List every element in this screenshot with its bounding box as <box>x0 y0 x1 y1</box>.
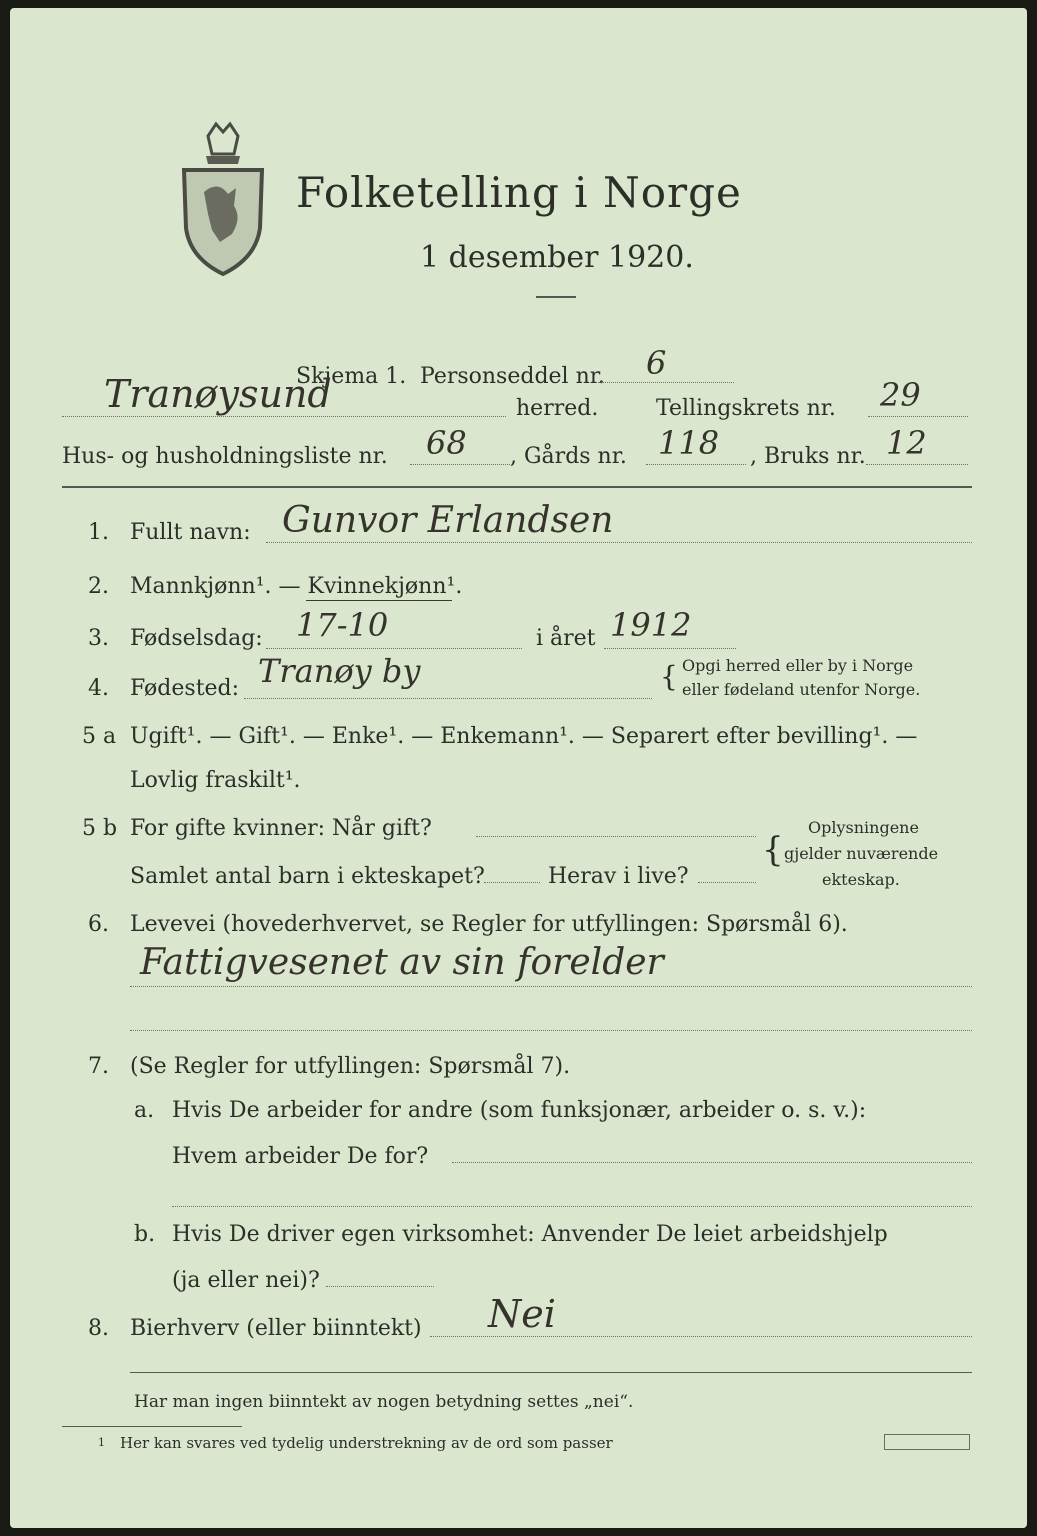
q7a-line-2 <box>172 1206 972 1207</box>
q3-year-line <box>604 648 736 649</box>
q1-label: Fullt navn: <box>130 520 251 545</box>
q5a-line2: Lovlig fraskilt¹. <box>130 768 301 793</box>
printer-stamp <box>884 1434 970 1450</box>
q5b-herav: Herav i live? <box>548 864 689 889</box>
personseddel-line <box>598 382 734 383</box>
q3-year-value: 1912 <box>610 606 692 644</box>
q6-label: Levevei (hovederhvervet, se Regler for utfyllingen: Spørsmål 6). <box>130 912 848 937</box>
q5b-note-2: gjelder nuværende <box>784 844 939 863</box>
title-divider <box>536 296 576 298</box>
q1-value: Gunvor Erlandsen <box>282 500 614 541</box>
q4-number: 4. <box>88 676 109 701</box>
footnote-divider <box>62 1426 242 1427</box>
gards-label: , Gårds nr. <box>510 444 627 469</box>
schema-label: Skjema 1. <box>296 364 407 389</box>
q2-number: 2. <box>88 574 109 599</box>
form-title: Folketelling i Norge <box>296 168 742 217</box>
personseddel-label: Personseddel nr. <box>420 364 605 389</box>
q5a-number: 5 a <box>82 724 117 749</box>
q1-number: 1. <box>88 520 109 545</box>
q5b-number: 5 b <box>82 816 118 841</box>
q8-line <box>430 1336 972 1337</box>
hus-label: Hus- og husholdningsliste nr. <box>62 444 388 469</box>
q6-line-1 <box>130 986 972 987</box>
q5b-line2: Samlet antal barn i ekteskapet? <box>130 864 485 889</box>
q4-note-1: Opgi herred eller by i Norge <box>682 656 914 675</box>
q7b-letter: b. <box>134 1222 156 1247</box>
gards-value: 118 <box>658 424 720 462</box>
q4-brace: { <box>660 660 678 693</box>
q3-number: 3. <box>88 626 109 651</box>
q4-line <box>244 698 652 699</box>
q3-value: 17-10 <box>296 606 389 644</box>
personseddel-value: 6 <box>646 344 667 382</box>
footer-divider <box>130 1372 972 1373</box>
q5b-note-1: Oplysningene <box>808 818 919 837</box>
hus-value: 68 <box>426 424 467 462</box>
q7a-line2: Hvem arbeider De for? <box>172 1144 429 1169</box>
hus-line <box>410 464 510 465</box>
bruks-value: 12 <box>886 424 927 462</box>
tellingskrets-value: 29 <box>880 376 921 414</box>
bruks-line <box>866 464 968 465</box>
q7a-line <box>452 1162 972 1163</box>
q2-underline <box>306 600 452 601</box>
q7b-line2: (ja eller nei)? <box>172 1268 320 1293</box>
q3-year-label: i året <box>536 626 596 651</box>
form-date: 1 desember 1920. <box>420 240 694 275</box>
q7-label: (Se Regler for utfyllingen: Spørsmål 7). <box>130 1054 571 1079</box>
q5b-married-line <box>476 836 756 837</box>
q7a-letter: a. <box>134 1098 155 1123</box>
tellingskrets-line <box>868 416 968 417</box>
q8-value: Nei <box>488 1292 556 1336</box>
q5b-line1: For gifte kvinner: Når gift? <box>130 816 432 841</box>
q5b-children-line <box>484 882 540 883</box>
coat-of-arms-icon <box>176 118 270 278</box>
gards-line <box>646 464 746 465</box>
q5a-line1: Ugift¹. — Gift¹. — Enke¹. — Enkemann¹. — Separert efter bevilling¹. — <box>130 724 918 749</box>
footer-note: Har man ingen biinntekt av nogen betydning settes „nei“. <box>134 1392 634 1412</box>
q8-number: 8. <box>88 1316 109 1341</box>
q5b-alive-line <box>698 882 756 883</box>
q1-line <box>266 542 972 543</box>
q2-label: Mannkjønn¹. — Kvinnekjønn¹. <box>130 574 463 599</box>
herred-value: Tranøysund <box>104 372 332 416</box>
q5b-note-3: ekteskap. <box>822 870 900 889</box>
q6-number: 6. <box>88 912 109 937</box>
q6-line-2 <box>130 1030 972 1031</box>
header-divider <box>62 486 972 488</box>
q3-line <box>266 648 522 649</box>
footnote-text: Her kan svares ved tydelig understrekning av de ord som passer <box>120 1434 613 1452</box>
q4-value: Tranøy by <box>258 652 421 690</box>
q5b-brace: { <box>762 830 784 870</box>
q7a-line1: Hvis De arbeider for andre (som funksjonær, arbeider o. s. v.): <box>172 1098 867 1123</box>
q7-number: 7. <box>88 1054 109 1079</box>
q3-label: Fødselsdag: <box>130 626 263 651</box>
herred-line <box>62 416 506 417</box>
bruks-label: , Bruks nr. <box>750 444 866 469</box>
q4-note-2: eller fødeland utenfor Norge. <box>682 680 921 699</box>
tellingskrets-label: Tellingskrets nr. <box>656 396 836 421</box>
q4-label: Fødested: <box>130 676 240 701</box>
q6-value: Fattigvesenet av sin forelder <box>140 942 664 983</box>
q7b-line <box>326 1286 434 1287</box>
q8-label: Bierhverv (eller biinntekt) <box>130 1316 422 1341</box>
footnote-mark: 1 <box>98 1436 105 1449</box>
herred-label: herred. <box>516 396 599 421</box>
q7b-line1: Hvis De driver egen virksomhet: Anvender De leiet arbeidshjelp <box>172 1222 888 1247</box>
